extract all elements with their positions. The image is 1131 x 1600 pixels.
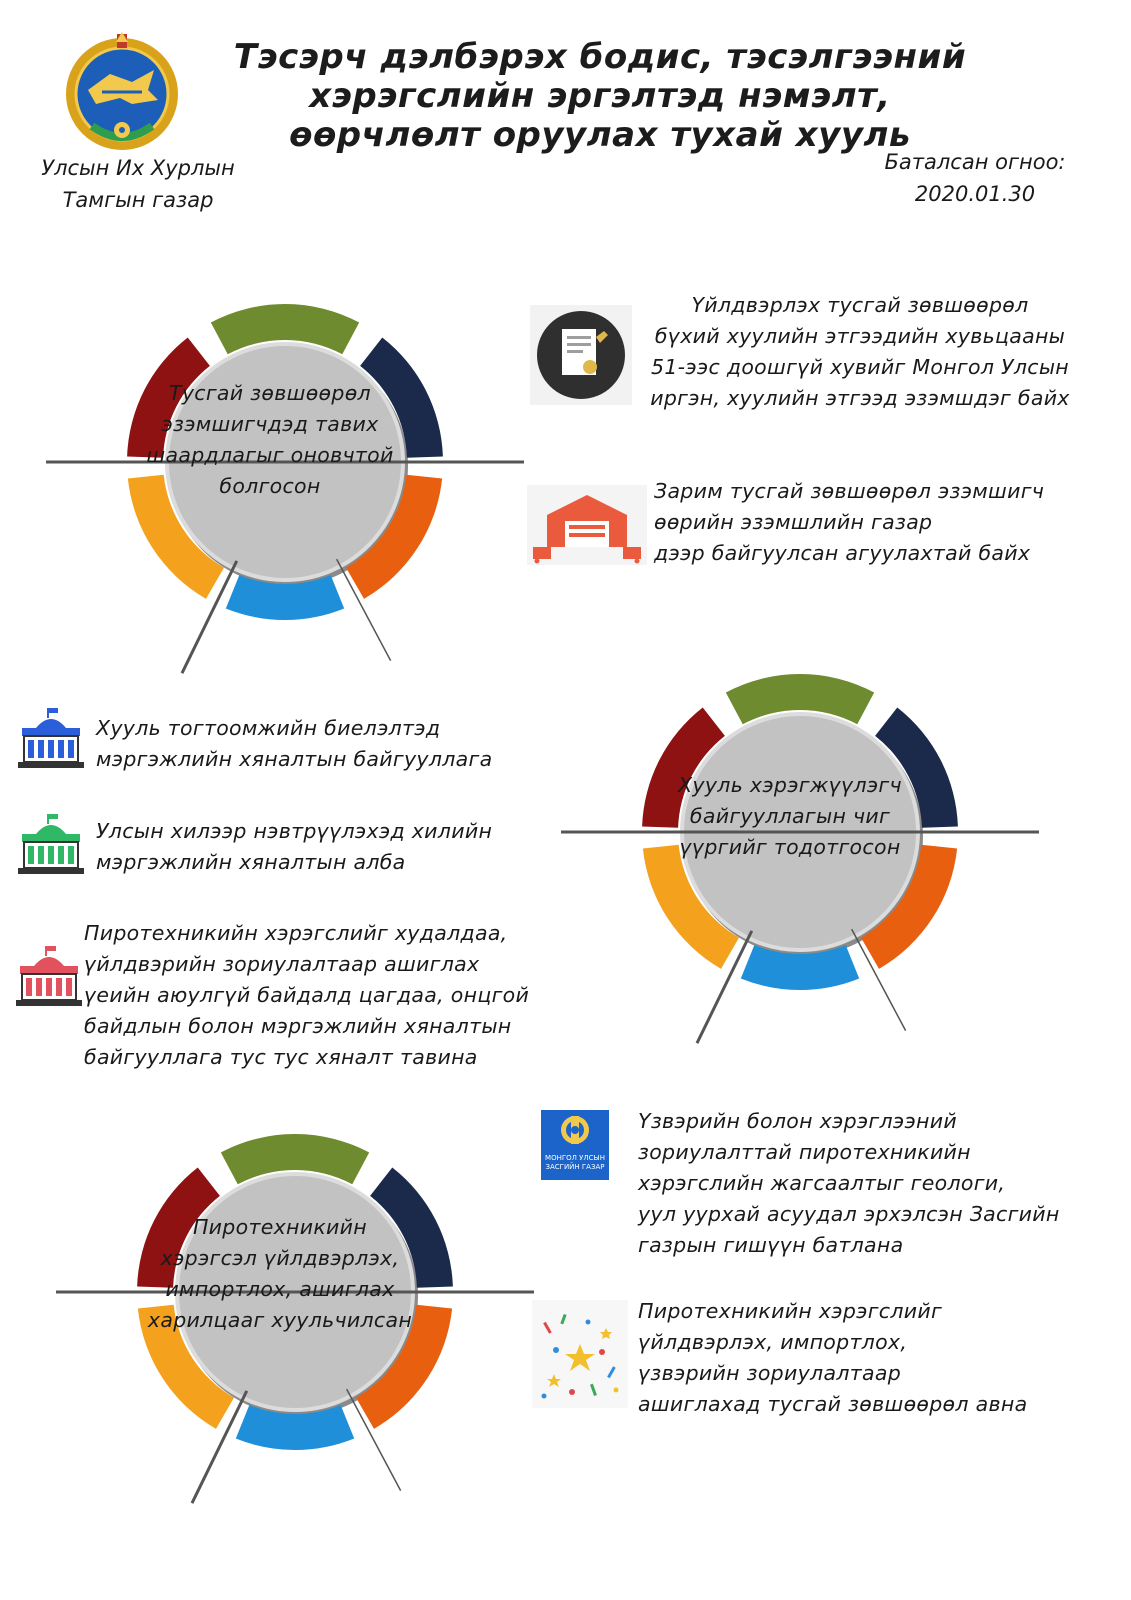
item-line: байдлын болон мэргэжлийн хяналтын xyxy=(84,1014,512,1038)
ring-label-line: болгосон xyxy=(219,474,321,498)
state-emblem-icon xyxy=(62,30,182,155)
item-line: Үзвэрийн болон хэрэглээний xyxy=(638,1109,957,1133)
fireworks-icon xyxy=(532,1300,628,1408)
section3-item-2-text xyxy=(638,1296,1098,1420)
item-line: үйлдвэрлэх, импортлох, xyxy=(638,1330,908,1354)
organization-name xyxy=(18,152,258,216)
item-line: мэргэжлийн хяналтын байгууллага xyxy=(96,747,493,771)
item-line: Үйлдвэрлэх тусгай зөвшөөрөл xyxy=(691,293,1029,317)
ring-label-1 xyxy=(120,378,420,502)
section2-item-2-text xyxy=(96,816,556,878)
title-line: Тэсэрч дэлбэрэх бодис, тэсэлгээний xyxy=(233,37,967,77)
item-line: үеийн аюулгүй байдалд цагдаа, онцгой xyxy=(84,983,530,1007)
government-emblem-icon xyxy=(541,1110,609,1180)
section2-item-1-text xyxy=(96,713,556,775)
ring-label-line: үүргийг тодотгосон xyxy=(679,835,901,859)
item-line: байгууллага тус тус хяналт тавина xyxy=(84,1045,478,1069)
ring-label-line: эзэмшигчдэд тавих xyxy=(161,412,379,436)
item-line: газрын гишүүн батлана xyxy=(638,1233,904,1257)
emblem-caption-line: ЗАСГИЙН ГАЗАР xyxy=(545,1163,605,1171)
item-line: Улсын хилээр нэвтрүүлэхэд хилийн xyxy=(96,819,493,843)
date-value: 2020.01.30 xyxy=(914,182,1036,206)
item-line: үзвэрийн зориулалтаар xyxy=(638,1361,902,1385)
item-line: Зарим тусгай зөвшөөрөл эзэмшигч xyxy=(654,479,1045,503)
ring-label-line: Тусгай зөвшөөрөл xyxy=(169,381,371,405)
government-building-icon xyxy=(16,812,86,876)
emblem-caption xyxy=(541,1154,609,1172)
item-line: зориулалттай пиротехникийн xyxy=(638,1140,971,1164)
ring-label-3 xyxy=(130,1212,430,1336)
ring-label-line: Хууль хэрэгжүүлэгч xyxy=(678,773,902,797)
title-line: хэрэгслийн эргэлтэд нэмэлт, xyxy=(309,76,891,116)
item-line: Хууль тогтоомжийн биелэлтэд xyxy=(96,716,441,740)
section3-item-1-text xyxy=(638,1106,1098,1261)
item-line: хэрэгслийн жагсаалтыг геологи, xyxy=(638,1171,1006,1195)
ring-label-line: шаардлагыг оновчтой xyxy=(146,443,394,467)
ring-label-2 xyxy=(640,770,940,863)
government-building-icon xyxy=(16,706,86,770)
item-line: иргэн, хуулийн этгээд эзэмшдэг байх xyxy=(650,386,1070,410)
ring-label-line: байгууллагын чиг xyxy=(689,804,891,828)
section2-item-3-text xyxy=(84,918,564,1073)
date-label: Баталсан огноо: xyxy=(884,150,1066,174)
item-line: Пиротехникийн хэрэгслийг xyxy=(638,1299,943,1323)
warehouse-icon xyxy=(527,485,647,565)
section1-item-2-text xyxy=(654,476,1094,569)
item-line: 51-ээс доошгүй хувийг Монгол Улсын xyxy=(650,355,1070,379)
ring-label-line: харилцааг хуульчилсан xyxy=(147,1308,413,1332)
approval-date xyxy=(860,146,1090,210)
org-line: Улсын Их Хурлын xyxy=(41,156,235,180)
ring-label-line: хэрэгсэл үйлдвэрлэх, xyxy=(160,1246,400,1270)
item-line: уул уурхай асуудал эрхэлсэн Засгийн xyxy=(638,1202,1060,1226)
org-line: Тамгын газар xyxy=(62,188,214,212)
item-line: үйлдвэрийн зориулалтаар ашиглах xyxy=(84,952,480,976)
item-line: бүхий хуулийн этгээдийн хувьцааны xyxy=(654,324,1066,348)
page-title xyxy=(215,38,985,155)
document-icon xyxy=(530,305,632,405)
ring-label-line: Пиротехникийн xyxy=(192,1215,368,1239)
item-line: дээр байгуулсан агуулахтай байх xyxy=(654,541,1031,565)
section1-item-1-text xyxy=(630,290,1090,414)
item-line: мэргэжлийн хяналтын алба xyxy=(96,850,406,874)
emblem-caption-line: МОНГОЛ УЛСЫН xyxy=(545,1154,605,1162)
title-line: өөрчлөлт оруулах тухай хууль xyxy=(289,115,911,155)
ring-label-line: импортлох, ашиглах xyxy=(165,1277,395,1301)
item-line: Пиротехникийн хэрэгслийг худалдаа, xyxy=(84,921,508,945)
item-line: ашиглахад тусгай зөвшөөрөл авна xyxy=(638,1392,1028,1416)
item-line: өөрийн эзэмшлийн газар xyxy=(654,510,933,534)
government-building-icon xyxy=(14,944,84,1008)
